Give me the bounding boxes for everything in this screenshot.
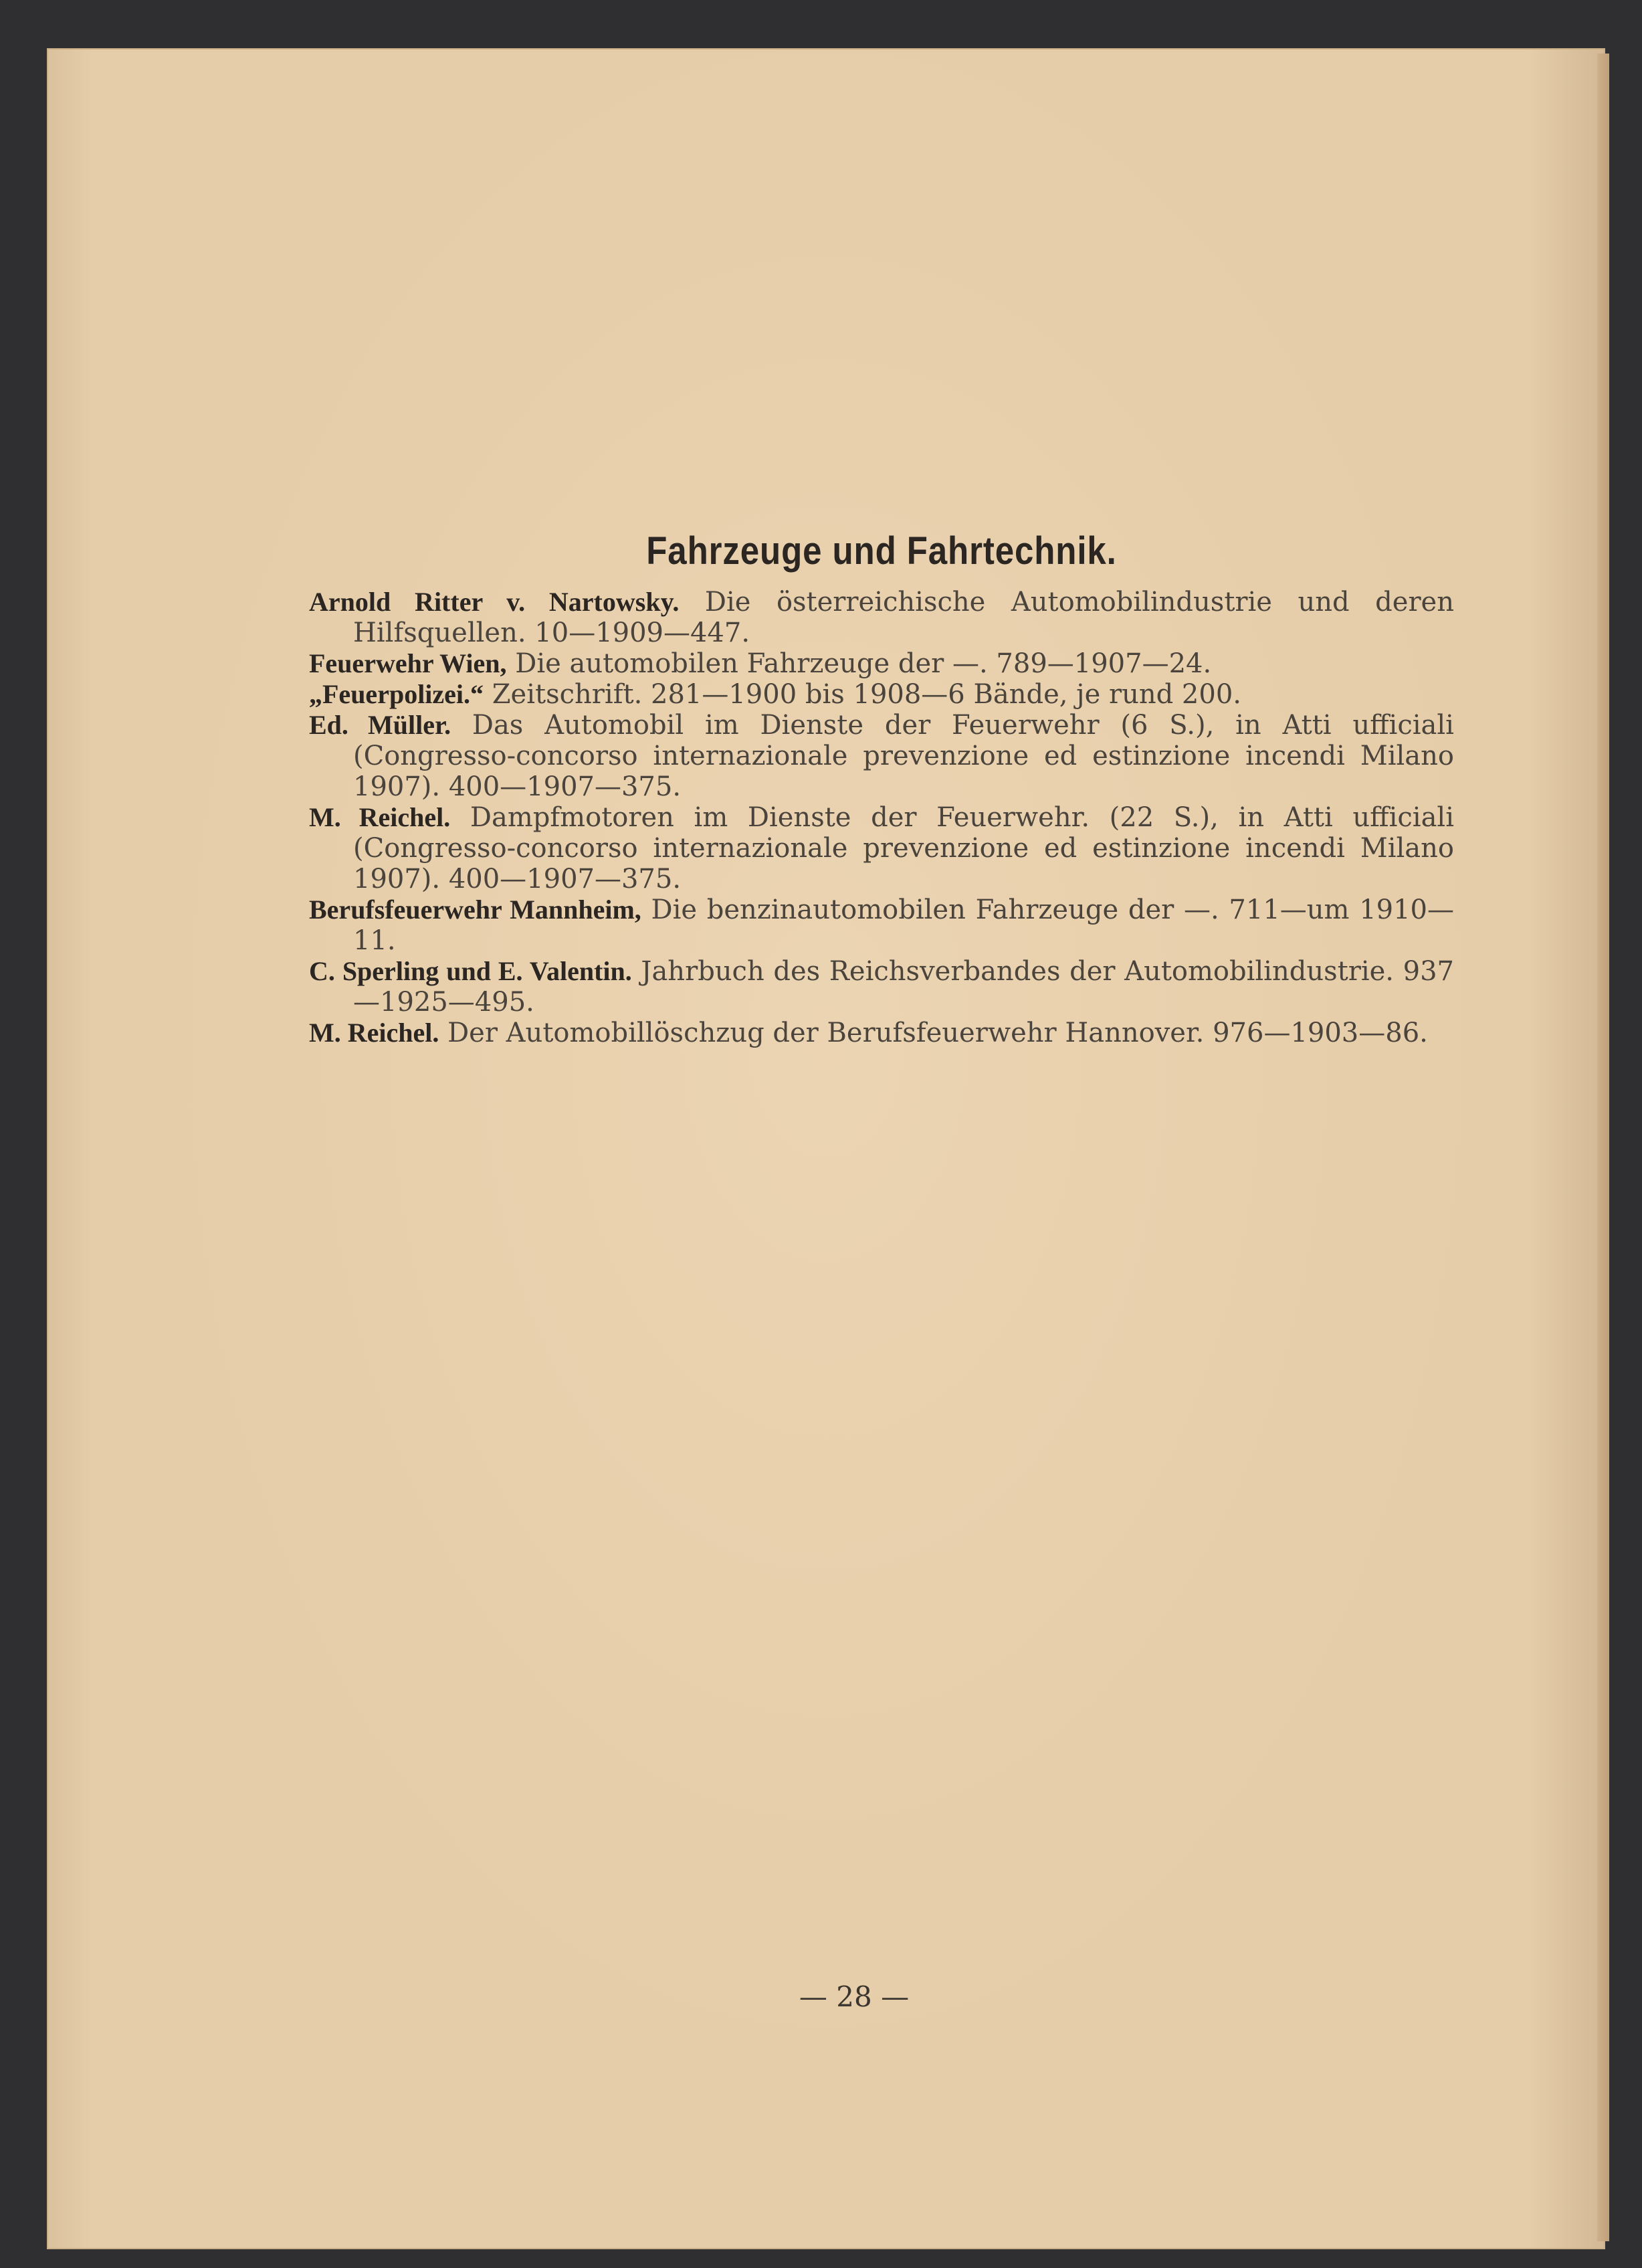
entry-author: „Feuerpolizei.“ (309, 679, 484, 709)
page-edge (1597, 54, 1609, 2241)
bibliography-entry (309, 956, 1454, 1018)
entry-author: Berufsfeuerwehr Mannheim, (309, 894, 641, 925)
entry-text: Die benzinautomobilen Fahrzeuge der —. 711—um 1910—11. (353, 894, 1454, 956)
bibliography-entry (309, 894, 1454, 956)
entry-text: Der Automobillöschzug der Berufsfeuerwehr Hannover. 976—1903—86. (439, 1018, 1428, 1048)
entry-text: Die österreichische Automobilindustrie und deren Hilfsquellen. 10—1909—447. (353, 587, 1454, 648)
entry-text: Zeitschrift. 281—1900 bis 1908—6 Bände, je rund 200. (484, 679, 1241, 710)
entry-text: Jahrbuch des Reichsverbandes der Automobilindustrie. 937—1925—495. (353, 956, 1455, 1018)
entry-author: M. Reichel. (309, 1018, 439, 1048)
bibliography-entry (309, 679, 1454, 710)
bibliography-entry (309, 710, 1454, 802)
document-page (47, 48, 1605, 2249)
entry-text: Die automobilen Fahrzeuge der —. 789—1907—24. (506, 648, 1212, 679)
entry-author: C. Sperling und E. Valentin. (309, 956, 632, 986)
entry-author: Arnold Ritter v. Nartowsky. (309, 587, 680, 617)
bibliography-entry (309, 648, 1454, 679)
page-number: — 28 — (799, 1980, 910, 2013)
bibliography-entry (309, 587, 1454, 648)
bibliography-entry (309, 1018, 1454, 1048)
document-content (309, 529, 1454, 1048)
entry-text: Dampfmotoren im Dienste der Feuerwehr. (22 S.), in Atti ufficiali (Congresso-concorso internazionale prevenzione ed estinzione incendi Milano 1907). 400—1907—375. (353, 802, 1454, 894)
entry-author: Ed. Müller. (309, 710, 451, 740)
entry-author: Feuerwehr Wien, (309, 648, 507, 678)
entry-text: Das Automobil im Dienste der Feuerwehr (6 S.), in Atti ufficiali (Congresso-concorso internazionale prevenzione ed estinzione incendi Milano 1907). 400—1907—375. (353, 710, 1454, 802)
section-heading: Fahrzeuge und Fahrtechnik. (646, 529, 1117, 573)
entry-author: M. Reichel. (309, 802, 451, 832)
bibliography-entry (309, 802, 1454, 894)
